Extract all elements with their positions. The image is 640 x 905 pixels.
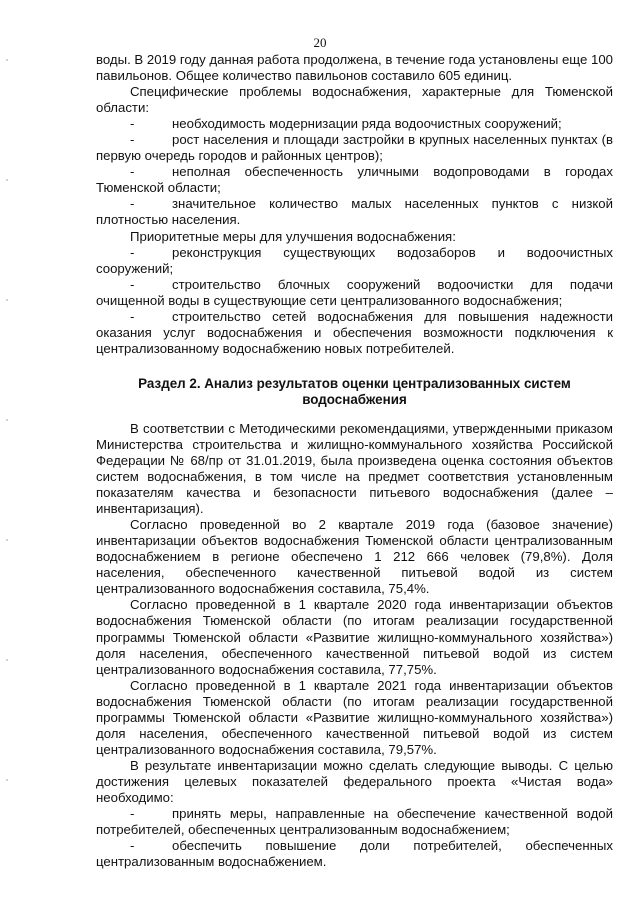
dash-marker: -	[130, 308, 135, 324]
problem-item: - значительное количество малых населенных пунктов с низкой плотностью населения.	[96, 196, 613, 228]
section-heading: Раздел 2. Анализ результатов оценки централизованных систем водоснабжения	[138, 375, 571, 407]
problem-item: - неполная обеспеченность уличными водопроводами в городах Тюменской области;	[96, 164, 613, 196]
measure-item: - строительство сетей водоснабжения для повышения надежности оказания услуг водоснабжения и обеспечения возможности подключения к централизованному водоснабжению новых потребителей.	[96, 308, 613, 356]
dash-marker: -	[130, 244, 135, 260]
page-number: 20	[313, 35, 327, 50]
intro-paragraph: воды. В 2019 году данная работа продолжена, в течение года установлены еще 100 павильонов. Общее количество павильонов составило 605 единиц.	[96, 52, 613, 84]
dash-marker: -	[130, 276, 135, 292]
scan-edge-dots	[4, 0, 10, 905]
dash-marker: -	[130, 838, 135, 854]
dash-marker: -	[130, 116, 135, 132]
measure-item: - строительство блочных сооружений водоочистки для подачи очищенной воды в существующие сети централизованного водоснабжения;	[96, 276, 613, 308]
dash-marker: -	[130, 806, 135, 822]
dash-marker: -	[130, 132, 135, 148]
problem-item: - рост населения и площади застройки в крупных населенных пунктах (в первую очередь городов и районных центров);	[96, 132, 613, 164]
body-paragraph: Согласно проведенной во 2 квартале 2019 года (базовое значение) инвентаризации объектов водоснабжения Тюменской области централизованным водоснабжением в регионе обеспечено 1 212 666 человек (79,8%). Доля населения, обеспеченного качественной питьевой водой из систем централизованного водоснабжения составила, 75,4%.	[96, 517, 613, 597]
dash-marker: -	[130, 164, 135, 180]
measures-intro: Приоритетные меры для улучшения водоснабжения:	[130, 228, 456, 244]
conclusion-item: - принять меры, направленные на обеспечение качественной водой потребителей, обеспеченных централизованным водоснабжением;	[96, 806, 613, 838]
problems-intro: Специфические проблемы водоснабжения, характерные для Тюменской области:	[96, 84, 613, 116]
body-paragraph: В соответствии с Методическими рекомендациями, утвержденными приказом Министерства строительства и жилищно-коммунального хозяйства Российской Федерации № 68/пр от 31.01.2019, была произведена оценка состояния объектов систем водоснабжения, в том числе на предмет соответствия установленным показателям качества и безопасности питьевого водоснабжения (далее – инвентаризация).	[96, 420, 613, 517]
measure-item: - реконструкция существующих водозаборов и водоочистных сооружений;	[96, 244, 613, 276]
body-paragraph: Согласно проведенной в 1 квартале 2020 года инвентаризации объектов водоснабжения Тюменской области (по итогам реализации государственной программы Тюменской области «Развитие жилищно-коммунального хозяйства») доля населения, обеспеченного качественной питьевой водой из систем централизованного водоснабжения составила, 77,75%.	[96, 597, 613, 677]
document-body	[96, 52, 613, 870]
conclusion-item: - обеспечить повышение доли потребителей, обеспеченных централизованным водоснабжением.	[96, 838, 613, 870]
body-paragraph: В результате инвентаризации можно сделать следующие выводы. С целью достижения целевых показателей федерального проекта «Чистая вода» необходимо:	[96, 757, 613, 805]
problem-item: - необходимость модернизации ряда водоочистных сооружений;	[130, 116, 562, 132]
dash-marker: -	[130, 196, 135, 212]
body-paragraph: Согласно проведенной в 1 квартале 2021 года инвентаризации объектов водоснабжения Тюменской области (по итогам реализации государственной программы Тюменской области «Развитие жилищно-коммунального хозяйства») доля населения, обеспеченного качественной питьевой водой из систем централизованного водоснабжения составила, 79,57%.	[96, 677, 613, 757]
